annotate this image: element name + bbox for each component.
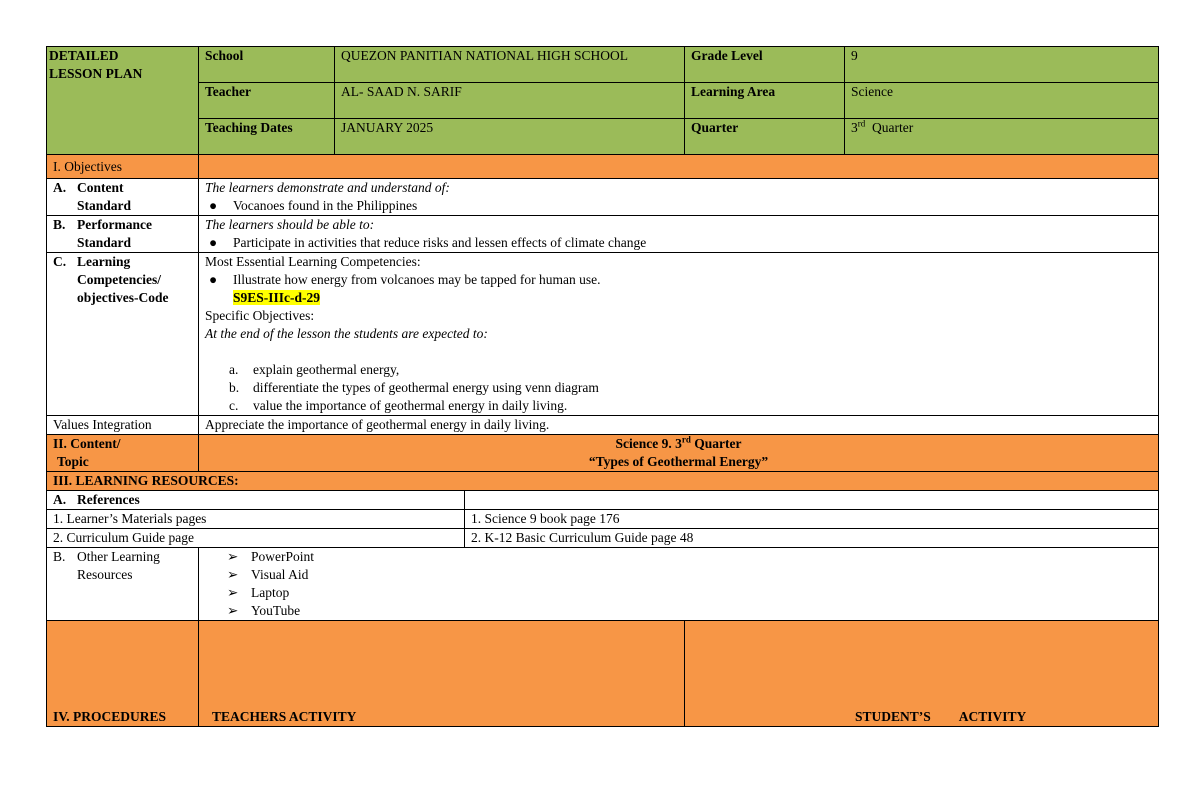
performance-standard-label-2: Standard	[77, 235, 132, 250]
performance-standard-label-1: Performance	[77, 217, 152, 232]
other-resources-letter: B.	[53, 549, 66, 564]
topic-quarter-word: Quarter	[690, 436, 742, 451]
procedures-label: IV. PROCEDURES	[53, 709, 167, 724]
expected-outcomes-intro: At the end of the lesson the students are expected to:	[205, 326, 488, 341]
specific-objectives-heading: Specific Objectives:	[205, 308, 315, 323]
resource-item	[227, 566, 1152, 584]
melc-heading: Most Essential Learning Competencies:	[205, 254, 421, 269]
learning-area-label: Learning Area	[685, 83, 845, 119]
content-topic-label	[47, 435, 199, 472]
content-standard-letter: A.	[53, 180, 67, 195]
objective-marker-b: b.	[229, 380, 240, 395]
content-standard-label-2: Standard	[77, 198, 132, 213]
references-label	[47, 491, 465, 510]
references-value-empty	[465, 491, 1159, 510]
teachers-activity-cell	[199, 621, 685, 727]
teaching-dates-value: JANUARY 2025	[335, 119, 685, 155]
performance-standard-intro: The learners should be able to:	[205, 217, 375, 232]
content-standard-intro: The learners demonstrate and understand of:	[205, 180, 450, 195]
other-resources-list	[199, 548, 1159, 621]
learning-competencies-label-3: objectives-Code	[77, 290, 169, 305]
learning-resources-heading: III. LEARNING RESOURCES:	[47, 472, 1159, 491]
quarter-label: Quarter	[685, 119, 845, 155]
students-activity-cell	[685, 621, 1159, 727]
objective-marker-a: a.	[229, 362, 239, 377]
students-activity-label-1: STUDENT’S	[855, 709, 931, 724]
resource-laptop: Laptop	[251, 585, 290, 600]
arrowhead-bullet-icon: ➢	[227, 549, 239, 564]
school-value: QUEZON PANITIAN NATIONAL HIGH SCHOOL	[335, 47, 685, 83]
values-integration-text: Appreciate the importance of geothermal energy in daily living.	[199, 416, 1159, 435]
learning-competencies-label-2: Competencies/	[77, 272, 161, 287]
content-standard-label-1: Content	[77, 180, 124, 195]
resource-visual-aid: Visual Aid	[251, 567, 309, 582]
black-dot-bullet-icon: ●	[209, 235, 218, 250]
resource-powerpoint: PowerPoint	[251, 549, 315, 564]
other-resources-label	[47, 548, 199, 621]
arrowhead-bullet-icon: ➢	[227, 585, 239, 600]
learners-materials-label: 1. Learner’s Materials pages	[47, 510, 465, 529]
black-dot-bullet-icon: ●	[209, 272, 218, 287]
performance-standard-label	[47, 216, 199, 253]
other-resources-label-2: Resources	[77, 567, 133, 582]
content-standard-cell	[199, 179, 1159, 216]
content-standard-label	[47, 179, 199, 216]
teacher-label: Teacher	[199, 83, 335, 119]
teachers-activity-label: TEACHERS ACTIVITY	[212, 709, 357, 724]
learners-materials-value: 1. Science 9 book page 176	[465, 510, 1159, 529]
objectives-heading: I. Objectives	[47, 155, 199, 179]
lesson-plan-table	[46, 46, 1159, 727]
objective-marker-c: c.	[229, 398, 239, 413]
teaching-dates-label: Teaching Dates	[199, 119, 335, 155]
quarter-number: 3	[851, 120, 858, 135]
objective-text-b: differentiate the types of geothermal energy using venn diagram	[253, 380, 599, 395]
quarter-suffix: rd	[857, 118, 866, 129]
references-label-text: References	[77, 492, 140, 507]
content-topic-label-1: II. Content/	[53, 436, 121, 451]
curriculum-guide-label: 2. Curriculum Guide page	[47, 529, 465, 548]
resource-item	[227, 584, 1152, 602]
content-topic-label-2: Topic	[57, 454, 89, 469]
resource-youtube: YouTube	[251, 603, 301, 618]
grade-level-value: 9	[845, 47, 1159, 83]
topic-line-1	[205, 435, 1152, 453]
learning-competencies-label	[47, 253, 199, 416]
content-standard-bullet: Vocanoes found in the Philippines	[233, 198, 418, 213]
performance-standard-cell	[199, 216, 1159, 253]
performance-standard-bullet: Participate in activities that reduce risks and lessen effects of climate change	[233, 235, 647, 250]
learning-competencies-letter: C.	[53, 254, 67, 269]
performance-standard-letter: B.	[53, 217, 66, 232]
objective-item-c	[205, 397, 1152, 415]
school-label: School	[199, 47, 335, 83]
procedures-label-cell	[47, 621, 199, 727]
lesson-plan-title-cell	[47, 47, 199, 155]
topic-title: “Types of Geothermal Energy”	[588, 454, 769, 469]
content-topic-cell	[199, 435, 1159, 472]
resource-item	[227, 602, 1152, 620]
objective-text-a: explain geothermal energy,	[253, 362, 400, 377]
learning-area-value: Science	[845, 83, 1159, 119]
learning-competencies-cell	[199, 253, 1159, 416]
topic-quarter-suffix: rd	[681, 434, 691, 445]
lesson-plan-title: DETAILED LESSON PLAN	[49, 48, 143, 81]
objectives-heading-fill	[199, 155, 1159, 179]
quarter-word: Quarter	[872, 120, 914, 135]
melc-bullet: Illustrate how energy from volcanoes may be tapped for human use.	[233, 272, 601, 287]
curriculum-guide-value: 2. K-12 Basic Curriculum Guide page 48	[465, 529, 1159, 548]
resource-item	[227, 548, 1152, 566]
objective-item-a	[205, 361, 1152, 379]
topic-subject: Science 9. 3	[615, 436, 682, 451]
values-integration-label: Values Integration	[47, 416, 199, 435]
quarter-value	[845, 119, 1159, 155]
objective-text-c: value the importance of geothermal energy in daily living.	[253, 398, 568, 413]
arrowhead-bullet-icon: ➢	[227, 567, 239, 582]
competency-code: S9ES-IIIc-d-29	[233, 290, 321, 305]
students-activity-label-2: ACTIVITY	[958, 709, 1027, 724]
grade-level-label: Grade Level	[685, 47, 845, 83]
other-resources-label-1: Other Learning	[77, 549, 160, 564]
teacher-value: AL- SAAD N. SARIF	[335, 83, 685, 119]
objective-item-b	[205, 379, 1152, 397]
learning-competencies-label-1: Learning	[77, 254, 131, 269]
black-dot-bullet-icon: ●	[209, 198, 218, 213]
arrowhead-bullet-icon: ➢	[227, 603, 239, 618]
references-letter: A.	[53, 492, 67, 507]
